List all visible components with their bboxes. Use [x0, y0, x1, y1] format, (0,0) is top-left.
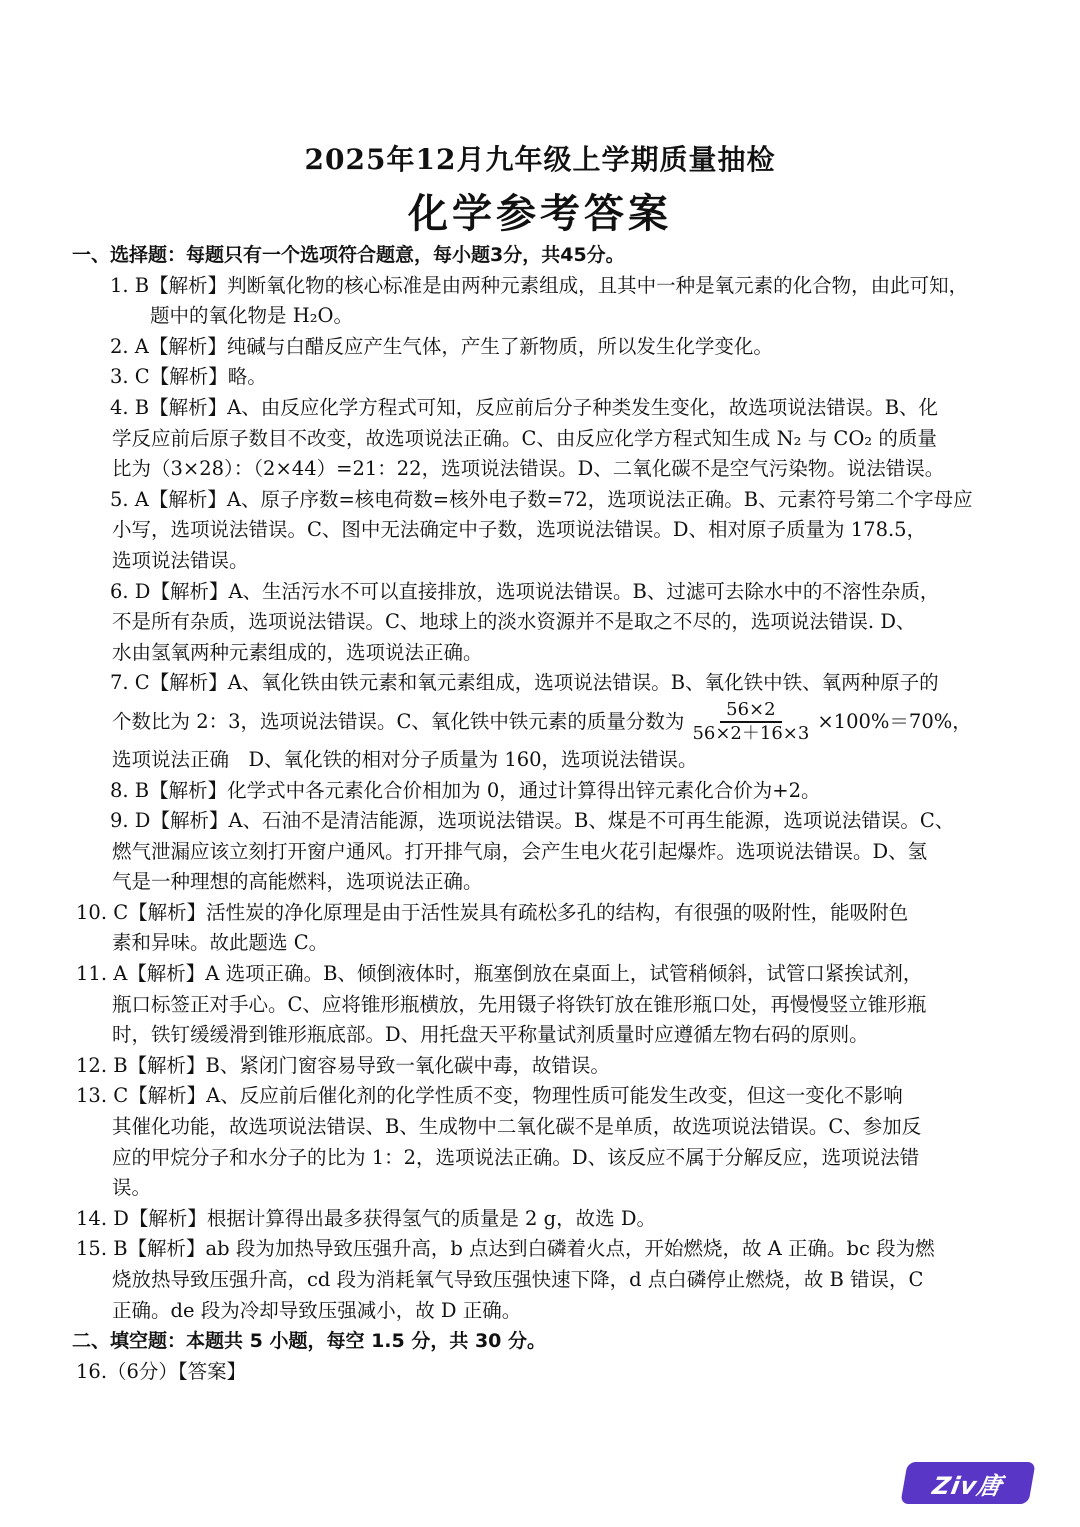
answer-line: 4. B【解析】A、由反应化学方程式可知，反应前后分子种类发生变化，故选项说法错误。B、化 — [110, 395, 939, 419]
mass-fraction — [686, 699, 815, 745]
answer-line: 误。 — [112, 1176, 152, 1200]
answer-line: 学反应前后原子数目不改变，故选项说法正确。C、由反应化学方程式知生成 N₂ 与 CO₂ 的质量 — [112, 426, 937, 450]
answer-line: 时，铁钉缓缓滑到锥形瓶底部。D、用托盘天平称量试剂质量时应遵循左物右码的原则。 — [112, 1023, 869, 1047]
answer-line: 2. A【解析】纯碱与白醋反应产生气体，产生了新物质，所以发生化学变化。 — [110, 334, 773, 358]
watermark-logo — [900, 1462, 1035, 1504]
logo-text: Ziv唐 — [930, 1471, 1005, 1500]
section-heading-fill: 二、填空题：本题共 5 小题，每空 1.5 分，共 30 分。 — [72, 1330, 547, 1353]
answer-line: 9. D【解析】A、石油不是清洁能源，选项说法错误。B、煤是不可再生能源，选项说法错误。C、 — [110, 809, 955, 833]
fraction-denominator: 56×2＋16×3 — [692, 722, 810, 744]
answer-line: 3. C【解析】略。 — [110, 365, 267, 389]
fraction-prefix: 个数比为 2：3，选项说法错误。C、氧化铁中铁元素的质量分数为 — [112, 709, 685, 733]
answer-line: 应的甲烷分子和水分子的比为 1：2，选项说法正确。D、该反应不属于分解反应，选项说法错 — [112, 1145, 920, 1169]
answer-line: 燃气泄漏应该立刻打开窗户通风。打开排气扇，会产生电火花引起爆炸。选项说法错误。D、氢 — [112, 839, 928, 863]
answer-line: 题中的氧化物是 H₂O。 — [150, 304, 354, 328]
exam-subtitle: 2025年12月九年级上学期质量抽检 — [304, 143, 776, 176]
answer-line: 11. A【解析】A 选项正确。B、倾倒液体时，瓶塞倒放在桌面上，试管稍倾斜，试管口紧挨试剂， — [76, 962, 923, 986]
answer-line: 烧放热导致压强升高，cd 段为消耗氧气导致压强快速下降，d 点白磷停止燃烧，故 B 错误，C — [112, 1268, 924, 1291]
answer-line: 10. C【解析】活性炭的净化原理是由于活性炭具有疏松多孔的结构，有很强的吸附性，能吸附色 — [76, 900, 909, 924]
fraction-numerator: 56×2 — [720, 699, 781, 723]
answer-line: 水由氢氧两种元素组成的，选项说法正确。 — [112, 640, 483, 664]
answer-line: 8. B【解析】化学式中各元素化合价相加为 0，通过计算得出锌元素化合价为+2。 — [110, 778, 821, 802]
answer-line-with-fraction — [72, 699, 1012, 745]
answer-line: 13. C【解析】A、反应前后催化剂的化学性质不变，物理性质可能发生改变，但这一变化不影响 — [76, 1084, 903, 1108]
answer-line: 气是一种理想的高能燃料，选项说法正确。 — [112, 870, 483, 894]
answer-line: 正确。de 段为冷却导致压强减小，故 D 正确。 — [112, 1298, 522, 1322]
answer-line: 瓶口标签正对手心。C、应将锥形瓶横放，先用镊子将铁钉放在锥形瓶口处，再慢慢竖立锥形瓶 — [112, 992, 927, 1016]
answer-line: 14. D【解析】根据计算得出最多获得氢气的质量是 2 g，故选 D。 — [76, 1206, 656, 1230]
answer-line: 不是所有杂质，选项说法错误。C、地球上的淡水资源并不是取之不尽的，选项说法错误. D、 — [112, 610, 916, 634]
answer-line: 1. B【解析】判断氧化物的核心标准是由两种元素组成，且其中一种是氧元素的化合物，由此可知， — [110, 273, 969, 297]
answer-content — [72, 240, 1012, 1387]
answer-line: 12. B【解析】B、紧闭门窗容易导致一氧化碳中毒，故错误。 — [76, 1053, 610, 1077]
fraction-suffix: ×100%＝70%， — [817, 709, 972, 733]
page-title: 化学参考答案 — [408, 190, 672, 237]
answer-line: 16.（6分）【答案】 — [76, 1359, 247, 1383]
answer-line: 选项说法正确 D、氧化铁的相对分子质量为 160，选项说法错误。 — [112, 747, 698, 771]
answer-line: 其催化功能，故选项说法错误、B、生成物中二氧化碳不是单质，故选项说法错误。C、参加反 — [112, 1115, 922, 1139]
answer-line: 素和异味。故此题选 C。 — [112, 931, 329, 955]
answer-line: 5. A【解析】A、原子序数=核电荷数=核外电子数=72，选项说法正确。B、元素符号第二个字母应 — [110, 487, 973, 511]
answer-line: 7. C【解析】A、氧化铁由铁元素和氧元素组成，选项说法错误。B、氧化铁中铁、氧两种原子的 — [110, 671, 939, 695]
answer-line: 6. D【解析】A、生活污水不可以直接排放，选项说法错误。B、过滤可去除水中的不溶性杂质， — [110, 579, 940, 603]
answer-line: 比为（3×28）：（2×44）=21：22，选项说法错误。D、二氧化碳不是空气污染物。说法错误。 — [112, 457, 945, 481]
section-heading-choice: 一、选择题：每题只有一个选项符合题意，每小题3分，共45分。 — [72, 244, 625, 266]
answer-line: 小写，选项说法错误。C、图中无法确定中子数，选项说法错误。D、相对原子质量为 178.5， — [112, 518, 927, 542]
answer-line: 选项说法错误。 — [112, 548, 249, 572]
answer-line: 15. B【解析】ab 段为加热导致压强升高，b 点达到白磷着火点，开始燃烧，故 A 正确。bc 段为燃 — [76, 1237, 935, 1261]
